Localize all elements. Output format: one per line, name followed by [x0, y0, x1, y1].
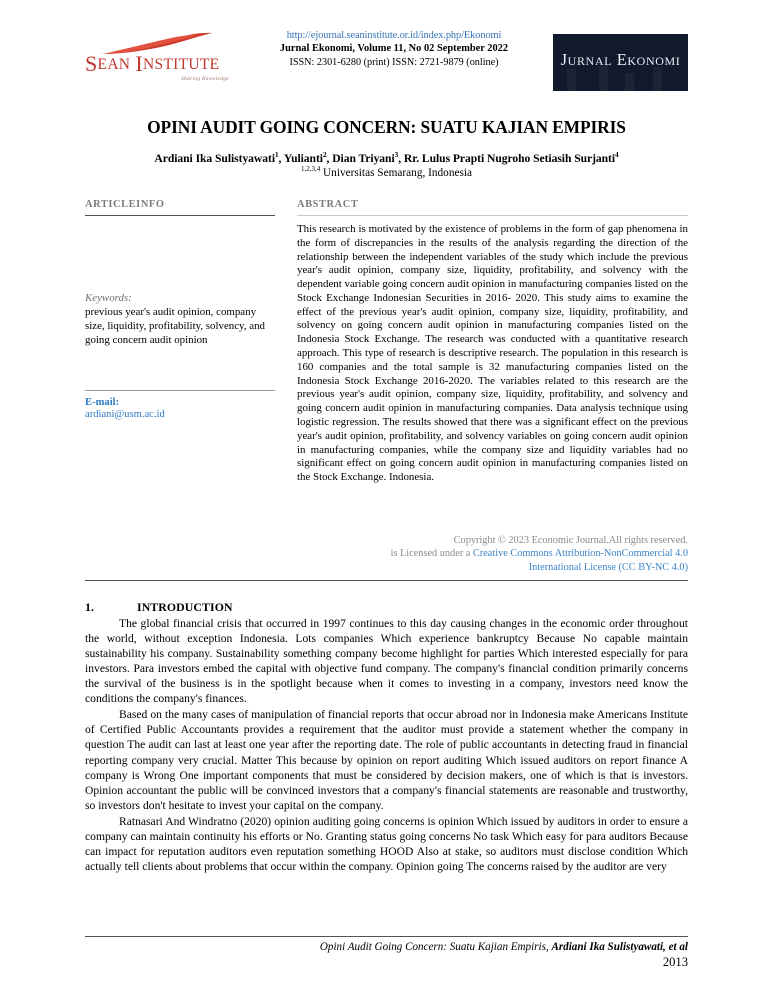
license-line: [297, 547, 688, 560]
brand-title: Jurnal Ekonomi: [560, 50, 681, 69]
info-section-bottom-rule: [85, 580, 688, 581]
email-block: [85, 390, 275, 420]
keywords-label: Keywords: [85, 292, 129, 304]
abstract-column: [297, 199, 688, 574]
author-2-sup: 2: [322, 151, 327, 160]
journal-url-link[interactable]: http://ejournal.seaninstitute.or.id/index.php/Ekonomi: [286, 30, 502, 41]
footer-running-title: [85, 941, 688, 953]
journal-volume-line: Jurnal Ekonomi, Volume 11, No 02 September 2022: [279, 43, 509, 55]
abstract-text: This research is motivated by the existence of problems in the form of gap phenomena in the form of discrepancies in the results of the analysis regarding the direction of the relationship between the independent variables of the study which include the previous year's audit opinion, company size, liquidity, profitability, and solvency with the dependent variable going concern audit opinion in manufacturing companies listed on the Stock Exchange Indonesian Securities in 2016- 2020. This study aims to examine the effect of the previous year's audit opinion, company size, liquidity, profitability, and solvency on going concern audit opinion in manufacturing companies listed on the Indonesia Stock Exchange. The research was conducted with a quantitative research approach. This type of research is descriptive research. The population in this research is 160 companies and the total sample is 32 manufacturing companies listed on the Indonesia Stock Exchange 2016-2020. The variables related to this research are the previous year's audit opinion, company size, liquidity, profitability, and solvency and going concern audit opinion in manufacturing companies. Data analysis technique using logistic regression. The results showed that there was a significant effect on the previous year's audit opinion, profitability, and solvency variables on going concern audit opinion in manufacturing companies, while the company size and liquidity variables had no significant effect on going concern audit opinion in manufacturing companies listed on the Stock Exchange. Indonesia.: [297, 223, 688, 484]
affiliation-sup: 1,2,3,4: [300, 165, 321, 174]
section-title: INTRODUCTION: [137, 599, 233, 614]
author-1-sup: 1: [275, 151, 279, 160]
section-number: 1.: [85, 599, 95, 614]
email-label: E-mail:: [85, 397, 120, 409]
author-3-sup: 3: [394, 151, 399, 160]
intro-paragraph-2: Based on the many cases of manipulation of financial reports that occur abroad nor in Indonesia make Americans Institute of Certified Public Accountants provides a requirement that the auditor must provide a statement whether the company in question The audit can last at least one year after the reporting date. The role of public accountants in detecting fraud in financial reporting company very crucial. Matter This because by opinion on report auditing Which issued auditors on report finance A company is Wrong One important components that must be considered by decision makers, one of which is that is investors. Opinion accountant the public will be convinced investors that a company's financial statements are reasonable and trustworthy, so investors don't hesitate to invest your capital on the company.: [85, 708, 688, 812]
author-4: , Rr. Lulus Prapti Nugroho Setiasih Surjanti: [398, 152, 616, 165]
quill-feather-icon: [85, 34, 225, 56]
journal-info: [235, 28, 553, 69]
intro-paragraph-3: Ratnasari And Windratno (2020) opinion auditing going concerns is opinion Which issued by auditors in order to ensure a company can maintain continuity his efforts or No. Granting status going concerns No task Which easy for para auditors Because can impact for reputation auditors even reputation something HOOD Also at stake, so auditors must disclose condition Which actually tell clients about problems that occur within the company. Opinion going The concerns raised by the auditor are very: [85, 814, 688, 873]
keywords-list: previous year's audit opinion, company size, liquidity, profitability, solvency, and going concern audit opinion: [85, 305, 265, 346]
logo-letter-s: S: [85, 51, 98, 76]
email-address[interactable]: ardiani@usm.ac.id: [85, 409, 165, 421]
sean-institute-logo: [85, 28, 235, 82]
keywords-block: [85, 292, 275, 347]
author-1: Ardiani Ika Sulistyawati: [154, 152, 275, 165]
running-title-text: Opini Audit Going Concern: Suatu Kajian Empiris,: [319, 941, 552, 953]
author-2: , Yulianti: [278, 152, 323, 165]
sean-institute-wordmark: [85, 53, 235, 75]
article-info-rule: [85, 215, 275, 216]
logo-text-ean: EAN: [97, 56, 131, 73]
page-footer: [85, 936, 688, 970]
article-info-abstract-grid: [85, 199, 688, 574]
introduction-heading: [85, 600, 688, 615]
abstract-rule: [297, 215, 688, 216]
copyright-block: [297, 534, 688, 574]
page-title: OPINI AUDIT GOING CONCERN: SUATU KAJIAN EMPIRIS: [147, 117, 626, 137]
footer-rule: [85, 936, 688, 937]
license-link-line2[interactable]: International License (CC BY-NC 4.0): [528, 561, 688, 573]
author-3: , Dian Triyani: [326, 152, 395, 165]
running-author-text: Ardiani Ika Sulistyawati, et al: [551, 941, 688, 953]
intro-paragraph-1: The global financial crisis that occurred in 1997 continues to this day causing changes in the economic order throughout the world, without exception Indonesia. Lots companies Which experience bankruptcy Because No capable maintain sustainability his company. Sustainability something company become highlight for parties Which interested especially for para investors. Para investors embed the capital with objective fund company. The company's financial condition primarily concerns the survival of the business is in the spotlight because when it comes to investing in a company, investors need know the conditions the company's finances.: [85, 616, 688, 706]
jurnal-ekonomi-brand-box: [553, 34, 688, 91]
logo-text-nstitute: NSTITUTE: [142, 56, 220, 73]
journal-issn-line: ISSN: 2301-6280 (print) ISSN: 2721-9879 (online): [289, 56, 499, 68]
affiliation-text: Universitas Semarang, Indonesia: [320, 167, 473, 179]
article-info-heading: ARTICLEINFO: [85, 199, 165, 210]
copyright-line: Copyright © 2023 Economic Journal.All rights reserved.: [453, 534, 688, 546]
affiliation-line: [85, 167, 688, 179]
logo-letter-i: I: [135, 51, 143, 76]
article-info-column: [85, 199, 275, 574]
keywords-colon: :: [128, 292, 132, 304]
authors-line: [85, 152, 688, 165]
masthead: [85, 28, 688, 100]
license-link-line1[interactable]: Creative Commons Attribution-NonCommercial 4.0: [472, 548, 688, 560]
logo-tagline: Sharing Knowledge: [181, 76, 229, 82]
author-4-sup: 4: [615, 151, 619, 160]
license-prefix: is Licensed under a: [390, 548, 473, 560]
abstract-heading: ABSTRACT: [297, 199, 359, 210]
page-number: 2013: [662, 955, 688, 969]
